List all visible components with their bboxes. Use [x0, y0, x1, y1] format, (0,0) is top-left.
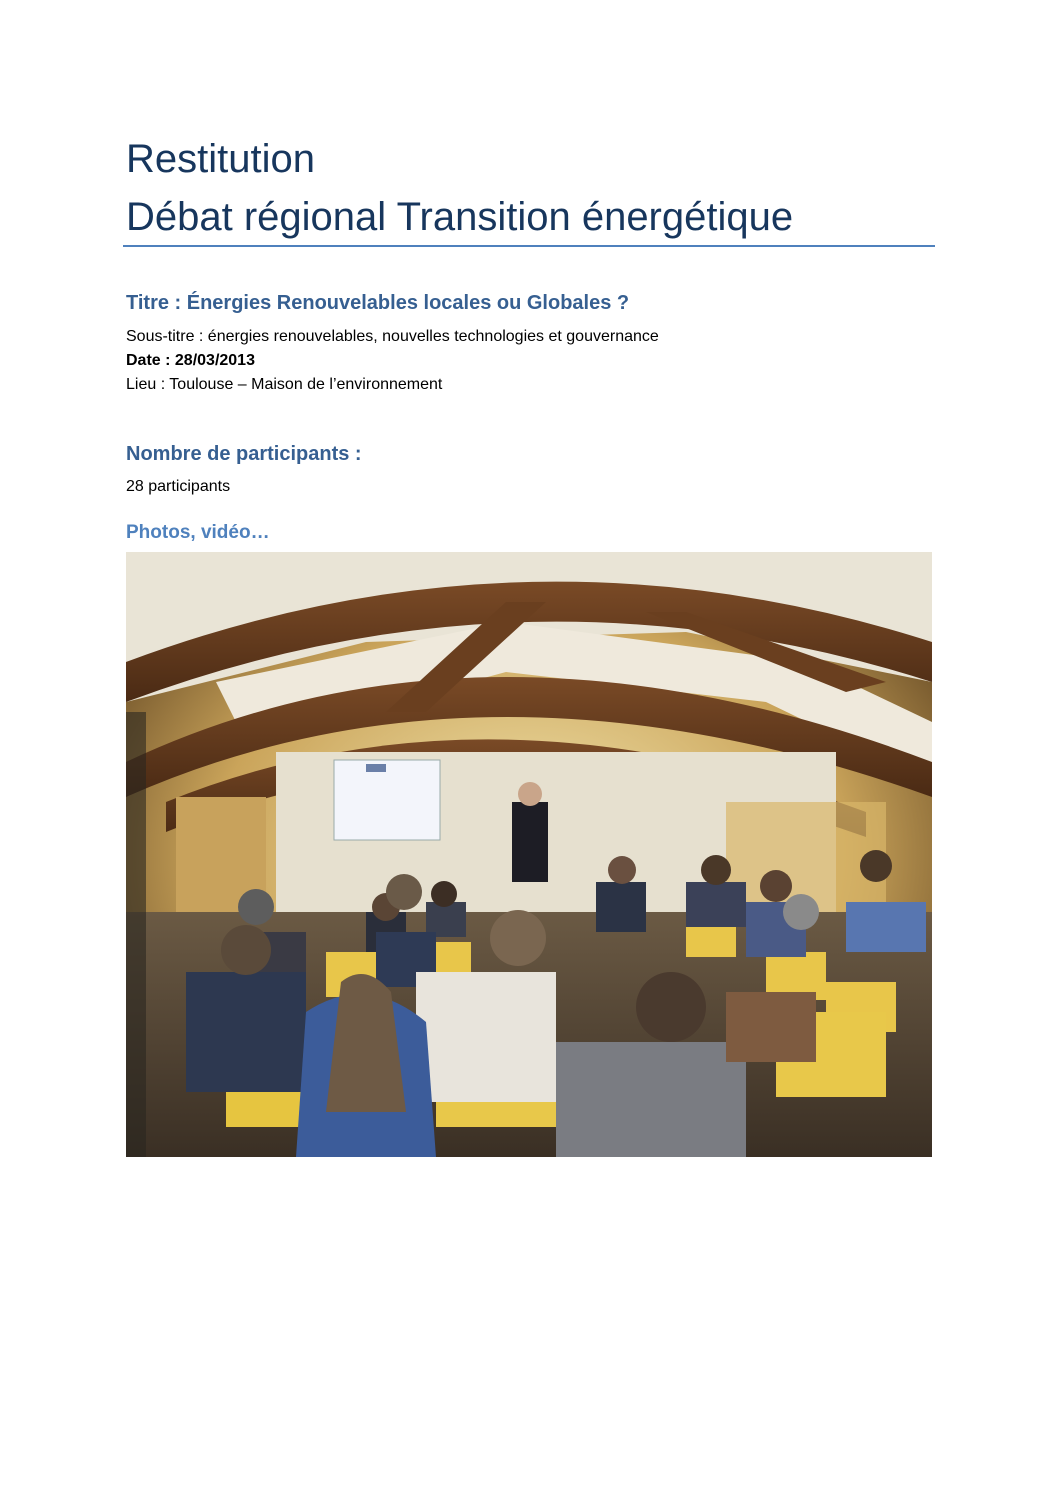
participants-heading: Nombre de participants : [126, 443, 362, 465]
event-photo [126, 552, 932, 1157]
page-title-line-2: Débat régional Transition énergétique [126, 195, 794, 239]
page-title-line-1: Restitution [126, 137, 315, 181]
page-title [126, 130, 936, 246]
event-subtitle: Sous-titre : énergies renouvelables, nouvelles technologies et gouvernance [126, 328, 659, 345]
participants-count: 28 participants [126, 478, 231, 495]
media-heading: Photos, vidéo… [126, 522, 270, 543]
event-location: Lieu : Toulouse – Maison de l’environnement [126, 376, 443, 393]
event-title: Titre : Énergies Renouvelables locales ou Globales ? [126, 292, 630, 314]
event-date: Date : 28/03/2013 [126, 352, 255, 369]
title-divider [123, 245, 935, 247]
